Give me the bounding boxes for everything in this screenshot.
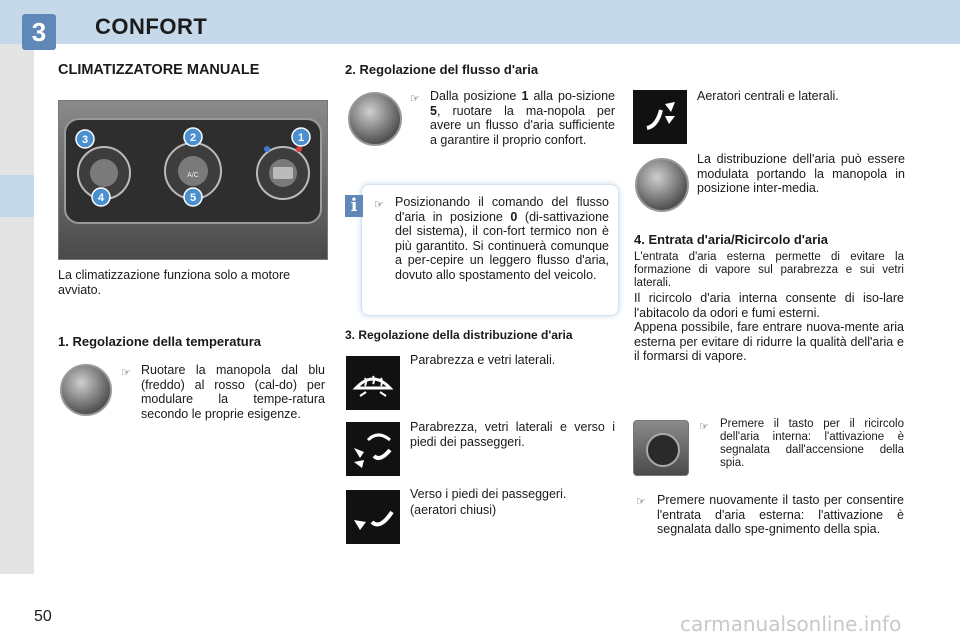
windscreen-feet-glyph bbox=[346, 422, 400, 476]
face-vent-glyph bbox=[633, 90, 687, 144]
bullet-icon: ☞ bbox=[374, 199, 384, 211]
ac-label: A/C bbox=[187, 172, 199, 179]
distribution-option-2: Parabrezza, vetri laterali e verso i piedi dei passeggeri. bbox=[410, 420, 615, 449]
face-vent-icon bbox=[633, 90, 687, 144]
vent-text: Aeratori centrali e laterali. bbox=[697, 89, 839, 103]
svg-text:5: 5 bbox=[189, 192, 197, 204]
label-badge-2 bbox=[184, 128, 202, 146]
control-panel-illustration bbox=[59, 101, 327, 259]
info-icon: i bbox=[345, 195, 363, 217]
label-badge-5 bbox=[184, 188, 202, 206]
windscreen-icon bbox=[346, 356, 400, 410]
side-margin-band bbox=[0, 44, 34, 574]
windscreen-feet-icon bbox=[346, 422, 400, 476]
page-title: CLIMATIZZATORE MANUALE bbox=[58, 62, 260, 78]
distribution-option-3: Verso i piedi dei passeggeri. bbox=[410, 487, 567, 501]
section-2-text: Dalla posizione 1 alla po-sizione 5, ruotare la ma-nopola per avere un flusso d'aria sufficiente a garantire il proprio confort. bbox=[430, 89, 615, 147]
watermark: carmanualsonline.info bbox=[680, 612, 902, 636]
label-badge-3 bbox=[76, 130, 94, 148]
svg-text:2: 2 bbox=[189, 132, 197, 144]
label-badge-4 bbox=[92, 188, 110, 206]
intro-text: La climatizzazione funziona solo a motore avviato. bbox=[58, 268, 291, 297]
feet-icon bbox=[346, 490, 400, 544]
side-chapter-tab bbox=[0, 175, 34, 217]
bullet-icon: ☞ bbox=[121, 367, 131, 379]
control-panel-photo bbox=[58, 100, 328, 260]
section-3-title: 3. Regolazione della distribuzione d'aria bbox=[345, 328, 573, 342]
recirculation-button bbox=[646, 433, 680, 467]
info-text: Posizionando il comando del flusso d'aria in posizione 0 (di-sattivazione del sistema), il con-fort termico non è più garantito. Si continuerà comunque a per-cepire un leggero flusso d'aria, dovuto allo spostamento del veicolo. bbox=[395, 195, 609, 282]
distribution-knob-image bbox=[635, 158, 689, 212]
chapter-number-badge: 3 bbox=[22, 14, 56, 50]
bullet-icon: ☞ bbox=[636, 496, 646, 508]
distribution-option-1: Parabrezza e vetri laterali. bbox=[410, 353, 556, 367]
section-4-paragraph-3: Appena possibile, fare entrare nuova-mente aria esterna per evitare di ridurre la qualità dell'aria e il formarsi di vapore. bbox=[634, 320, 904, 363]
svg-text:3: 3 bbox=[81, 134, 89, 146]
modulation-text: La distribuzione dell'aria può essere modulata portando la manopola in posizione inter-media. bbox=[697, 152, 905, 195]
windscreen-demist-icon bbox=[346, 356, 400, 410]
bullet-icon: ☞ bbox=[699, 421, 709, 433]
section-4-title: 4. Entrata d'aria/Ricircolo d'aria bbox=[634, 232, 829, 247]
chapter-title: CONFORT bbox=[95, 14, 208, 39]
bullet-icon: ☞ bbox=[410, 93, 420, 105]
airflow-knob-image bbox=[348, 92, 402, 146]
page-number: 50 bbox=[34, 608, 52, 625]
section-4-paragraph-1: L'entrata d'aria esterna permette di evitare la formazione di vapore sul parabrezza e sui vetri laterali. bbox=[634, 251, 904, 289]
section-2-title: 2. Regolazione del flusso d'aria bbox=[345, 62, 539, 77]
feet-airflow-glyph bbox=[346, 490, 400, 544]
temperature-knob-image bbox=[60, 364, 112, 416]
press-again-text: Premere nuovamente il tasto per consentire l'entrata d'aria esterna: l'attivazione è segnalata dallo spe-gnimento della spia. bbox=[657, 493, 904, 536]
svg-text:1: 1 bbox=[297, 132, 305, 144]
distribution-option-3-note: (aeratori chiusi) bbox=[410, 503, 497, 517]
section-1-title: 1. Regolazione della temperatura bbox=[58, 334, 262, 349]
section-4-paragraph-2: Il ricircolo d'aria interna consente di iso-lare l'abitacolo da odori e fumi esterni. bbox=[634, 291, 904, 320]
section-1-text: Ruotare la manopola dal blu (freddo) al rosso (cal-do) per modulare la tempe-ratura secondo le proprie esigenze. bbox=[141, 363, 325, 421]
recirculation-text: Premere il tasto per il ricircolo dell'aria interna: l'attivazione è segnalata dall'accensione della spia. bbox=[720, 418, 904, 469]
svg-text:4: 4 bbox=[97, 192, 105, 204]
recirculation-button-image bbox=[633, 420, 689, 476]
label-badge-1 bbox=[292, 128, 310, 146]
